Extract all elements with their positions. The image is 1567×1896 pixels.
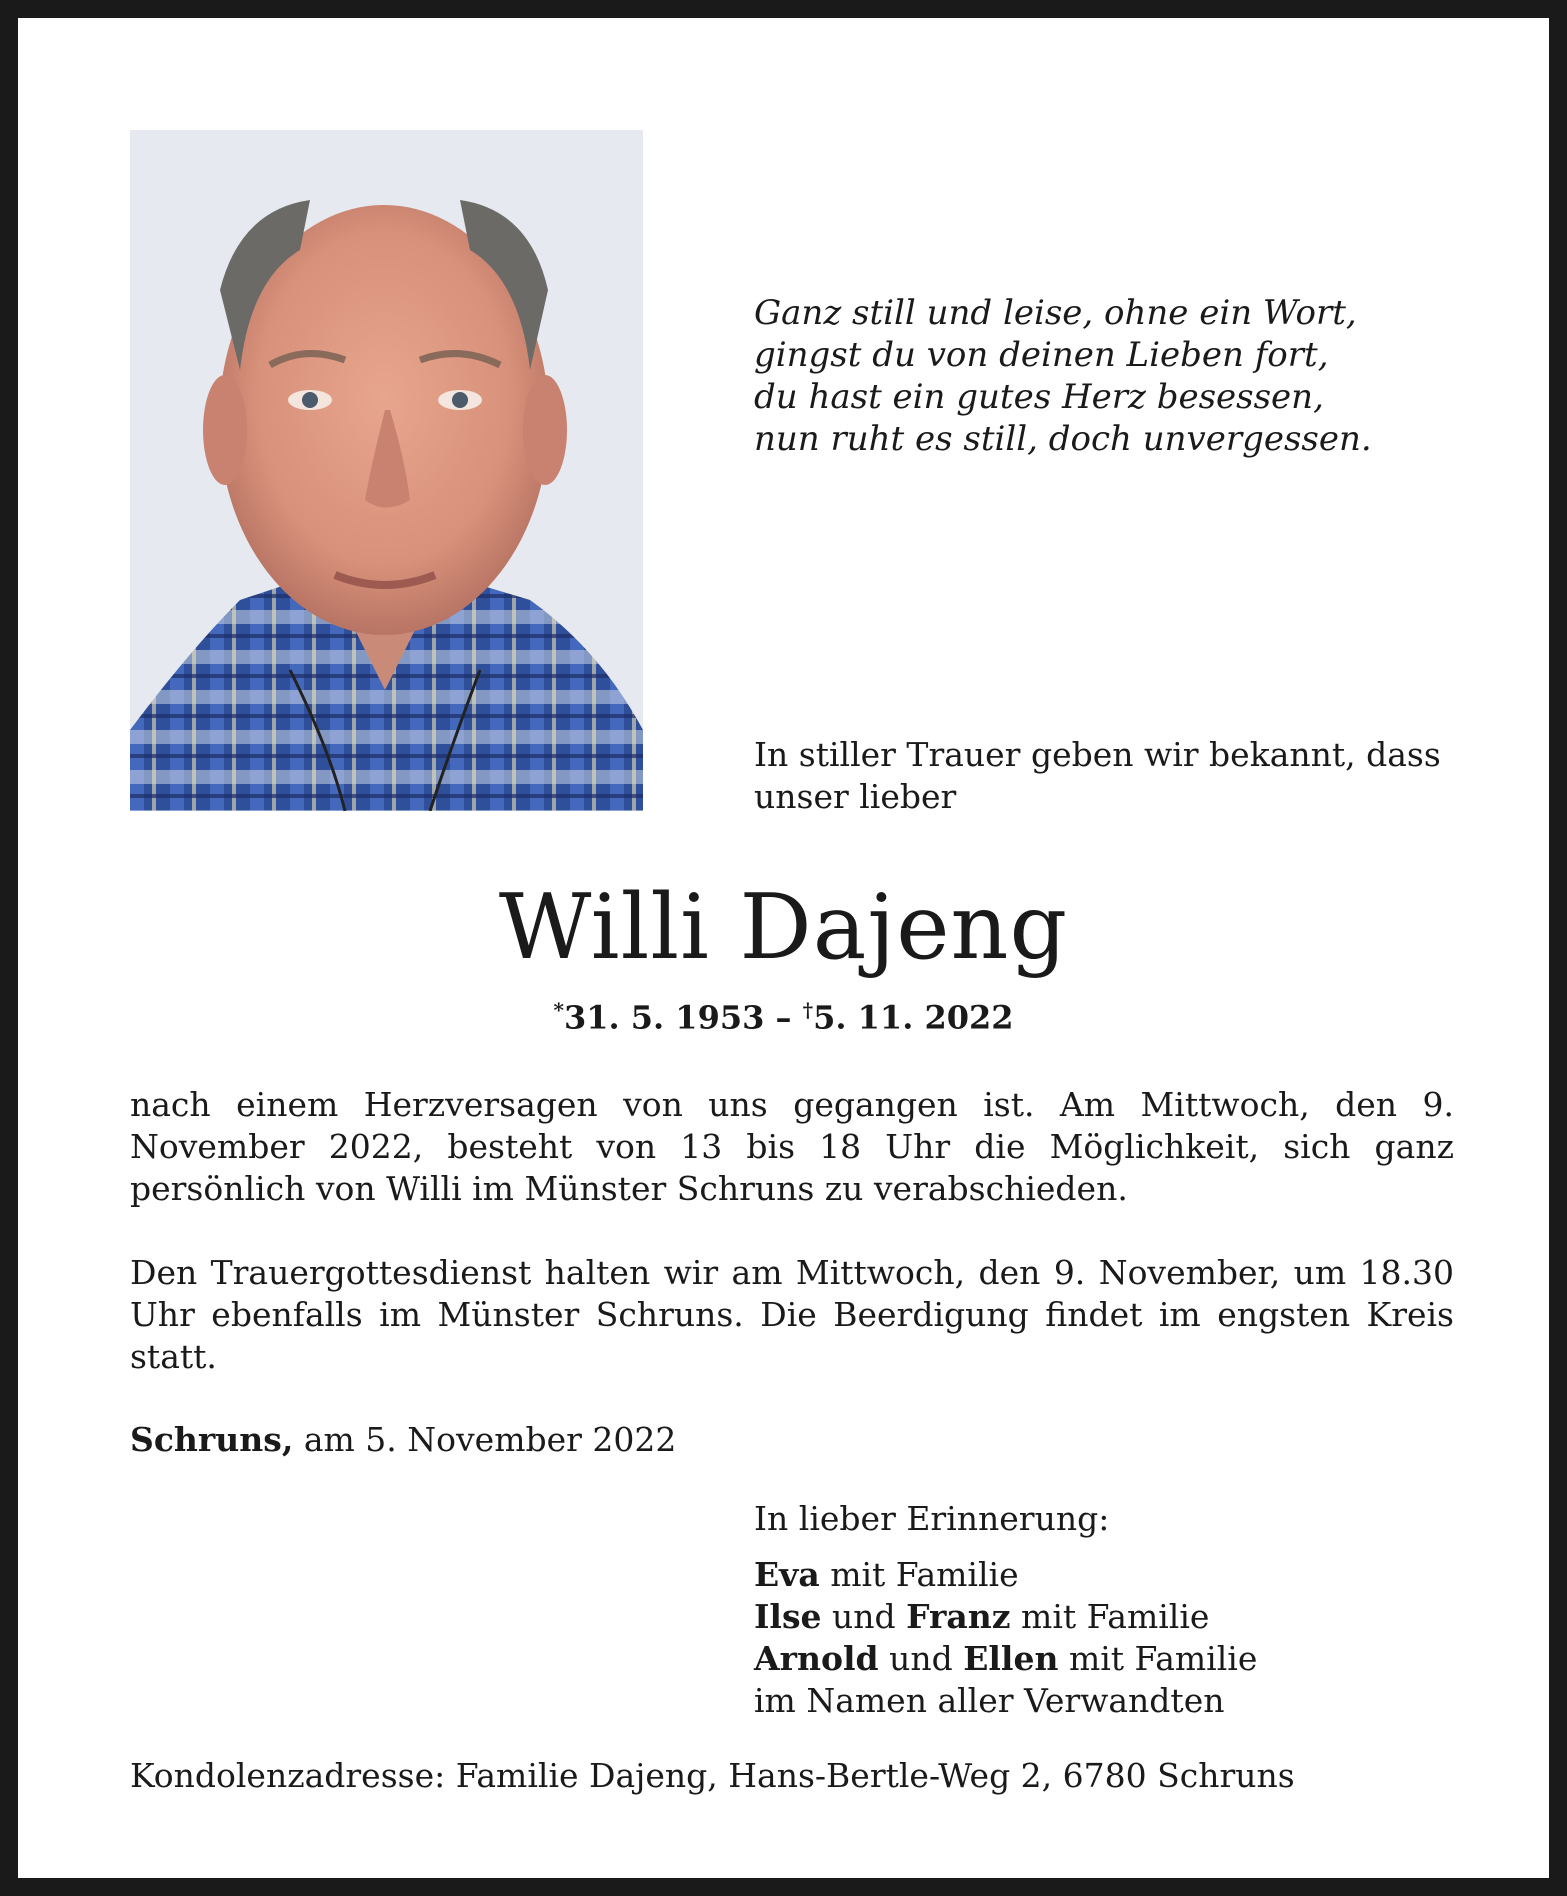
mourner-line	[754, 1596, 1257, 1638]
place-date	[130, 1420, 676, 1459]
place-town: Schruns,	[130, 1420, 294, 1459]
portrait-photo	[130, 130, 643, 811]
poem-line: du hast ein gutes Herz besessen,	[754, 377, 1324, 417]
mourner-line	[754, 1554, 1257, 1596]
mourner-name: Franz	[906, 1597, 1011, 1636]
paragraph-service: Den Trauergottesdienst halten wir am Mittwoch, den 9. November, um 18.30 Uhr ebenfalls im Münster Schruns. Die Beerdigung findet im engsten Kreis statt.	[130, 1253, 1454, 1376]
date-separator: –	[764, 998, 803, 1037]
poem-line: gingst du von deinen Lieben fort,	[754, 335, 1329, 375]
mourner-rest: mit Familie	[1010, 1597, 1210, 1636]
memorial-poem	[754, 292, 1372, 460]
mourner-name: Arnold	[754, 1639, 879, 1678]
death-symbol: †	[802, 998, 814, 1022]
birth-symbol: *	[553, 998, 564, 1022]
announcement-intro	[754, 734, 1441, 818]
intro-line: unser lieber	[754, 777, 957, 816]
mourner-line	[754, 1638, 1257, 1680]
signature-heading: In lieber Erinnerung:	[754, 1499, 1110, 1538]
poem-line: nun ruht es still, doch unvergessen.	[754, 419, 1372, 459]
mourner-rest: mit Familie	[1058, 1639, 1258, 1678]
mourner-name: Eva	[754, 1555, 820, 1594]
poem-line: Ganz still und leise, ohne ein Wort,	[754, 293, 1357, 333]
mourner-rest: mit Familie	[819, 1555, 1019, 1594]
mourner-name: Ilse	[754, 1597, 822, 1636]
mourner-conj: und	[878, 1639, 964, 1678]
place-date-text: am 5. November 2022	[293, 1420, 677, 1459]
obituary-card	[18, 18, 1549, 1878]
mourner-line: im Namen aller Verwandten	[754, 1681, 1225, 1720]
intro-line: In stiller Trauer geben wir bekannt, dass	[754, 735, 1441, 774]
death-date: 5. 11. 2022	[813, 998, 1014, 1037]
mourner-conj: und	[821, 1597, 907, 1636]
paragraph-viewing: nach einem Herzversagen von uns gegangen ist. Am Mittwoch, den 9. November 2022, besteht von 13 bis 18 Uhr die Möglichkeit, sich ganz persönlich von Willi im Münster Schruns zu verabschieden.	[130, 1085, 1454, 1208]
mourner-name: Ellen	[963, 1639, 1059, 1678]
life-dates	[18, 998, 1549, 1037]
deceased-name: Willi Dajeng	[498, 875, 1069, 980]
condolence-address: Kondolenzadresse: Familie Dajeng, Hans-Bertle-Weg 2, 6780 Schruns	[130, 1756, 1295, 1795]
birth-date: 31. 5. 1953	[563, 998, 765, 1037]
signature-block	[754, 1498, 1257, 1722]
